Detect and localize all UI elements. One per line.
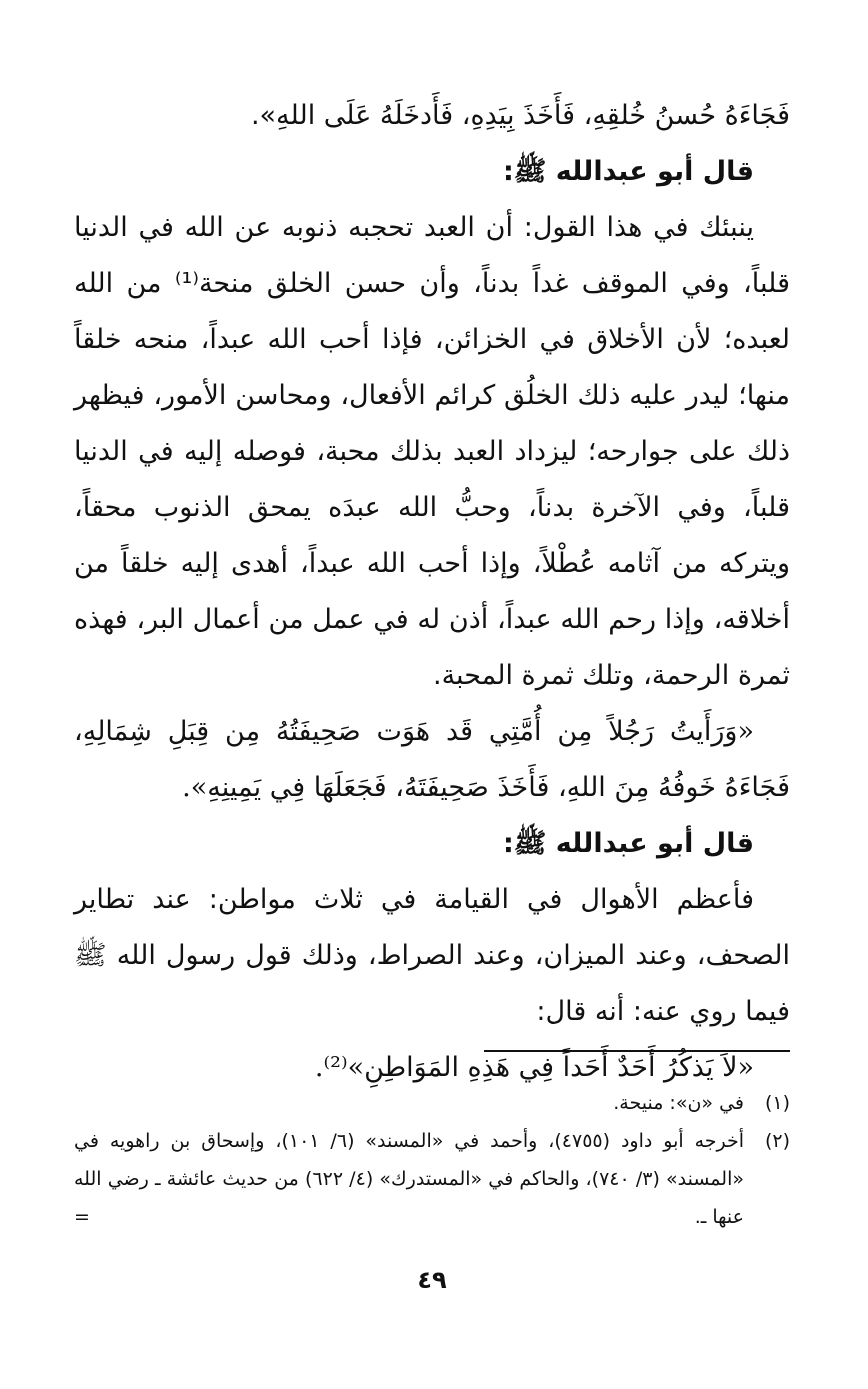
section-heading-1: قال أبو عبدالله ﷺ: [502, 156, 754, 187]
footnotes [74, 1084, 790, 1236]
paragraph-commentary-1: ينبئك في هذا القول: أن العبد تحجبه ذنوبه عن الله في الدنيا قلباً، وفي الموقف غداً بدناً، وأن حسن الخلق منحة⁽¹⁾ من الله لعبده؛ لأن الأخلاق في الخزائن، فإذا أحب الله عبداً، منحه خلقاً منها؛ ليدر عليه ذلك الخلُق كرائم الأفعال، ومحاسن الأمور، فيظهر ذلك على جوارحه؛ ليزداد العبد بذلك محبة، فوصله إليه في الدنيا قلباً، وفي الآخرة بدناً، وحبُّ الله عبدَه يمحق الذنوب محقاً، ويتركه من آثامه عُطْلاً، وإذا أحب الله عبداً، أهدى إليه خلقاً من أخلاقه، وإذا رحم الله عبداً، أذن له في عمل من أعمال البر، فهذه ثمرة الرحمة، وتلك ثمرة المحبة. [74, 212, 790, 691]
footnote-divider [484, 1050, 790, 1052]
footnote-text: أخرجه أبو داود (٤٧٥٥)، وأحمد في «المسند» (٦/ ١٠١)، وإسحاق بن راهويه في «المسند» (٣/ ٧٤٠)، والحاكم في «المستدرك» (٤/ ٦٢٢) من حديث عائشة ـ رضي الله عنها ـ. [74, 1130, 745, 1228]
footnote-item [74, 1084, 790, 1122]
page-number: ٤٩ [417, 1266, 447, 1294]
hadith-quote-2: «لاَ يَذكُرُ أَحَدٌ أَحَداً فِي هَذِهِ المَوَاطِنِ»⁽²⁾. [314, 1052, 754, 1083]
footnote-number: (٢) [764, 1130, 790, 1152]
hadith-quote-1: «وَرَأَيتُ رَجُلاً مِن أُمَّتِي قَد هَوَت صَحِيفَتُهُ مِن قِبَلِ شِمَالِهِ، فَجَاءَهُ خَوفُهُ مِنَ اللهِ، فَأَخَذَ صَحِيفَتَهُ، فَجَعَلَهَا فِي يَمِينِهِ». [74, 716, 790, 803]
paragraph-hadith-end: فَجَاءَهُ حُسنُ خُلقِهِ، فَأَخَذَ بِيَدِهِ، فَأَدخَلَهُ عَلَى اللهِ». [250, 100, 790, 131]
paragraph-commentary-2: فأعظم الأهوال في القيامة في ثلاث مواطن: عند تطاير الصحف، وعند الميزان، وعند الصراط، وذلك قول رسول الله ﷺ فيما روي عنه: أنه قال: [74, 884, 790, 1027]
footnote-text: في «ن»: منيحة. [613, 1092, 744, 1114]
footnote-item [74, 1122, 790, 1236]
section-heading-2: قال أبو عبدالله ﷺ: [502, 828, 754, 859]
book-page [74, 88, 790, 1368]
footnote-number: (١) [764, 1092, 790, 1114]
footnote-continuation-mark: = [74, 1206, 90, 1228]
